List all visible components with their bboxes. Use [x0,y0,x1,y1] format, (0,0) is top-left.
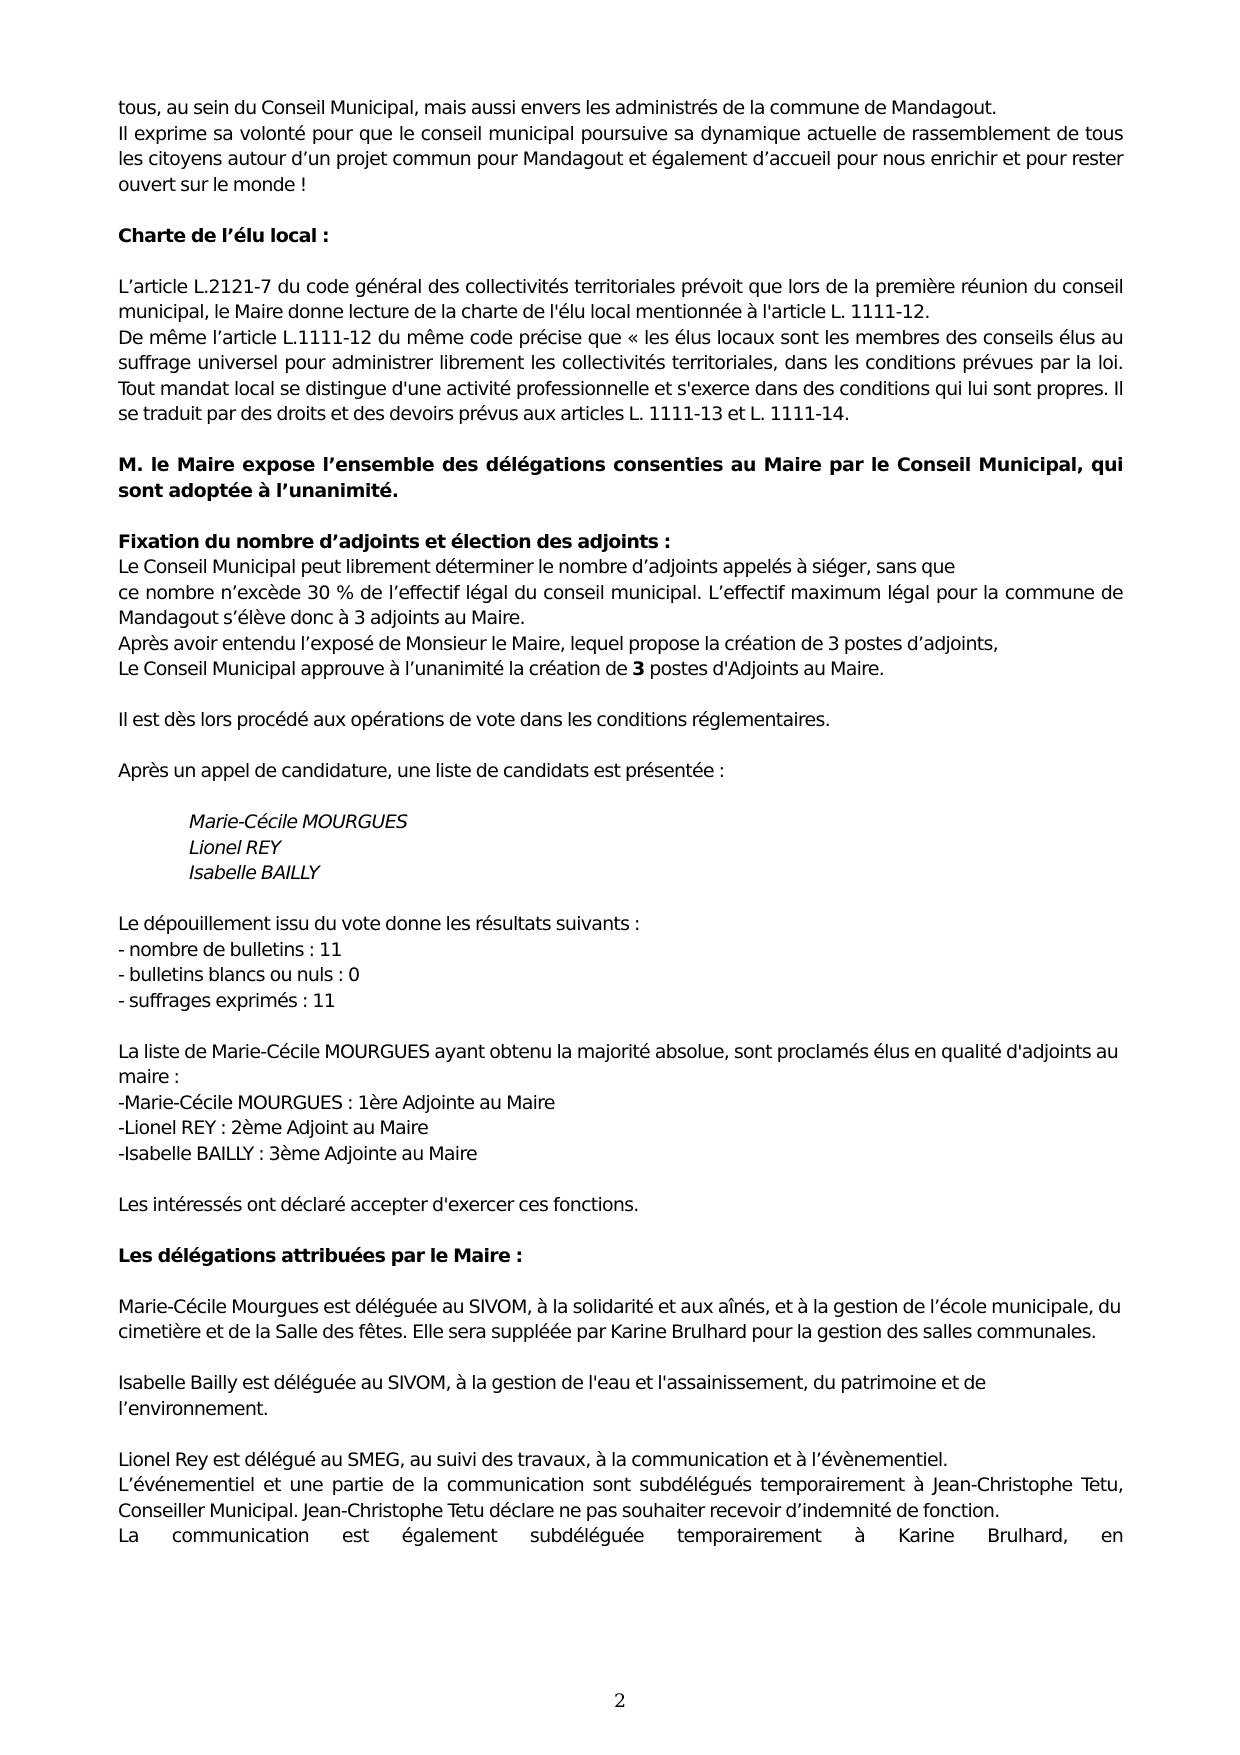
candidate-item: Marie-Cécile MOURGUES [189,811,408,833]
delegation-bailly: Isabelle Bailly est déléguée au SIVOM, à la gestion de l'eau et l'assainissement, du patrimoine et de l’environnement. [118,1372,986,1420]
delegation-rey-subdelegation: L’événementiel et une partie de la communication sont subdélégués temporairement à Jean-Christophe Tetu, Conseiller Municipal. Jean-Christophe Tetu déclare ne pas souhaiter recevoir d’indemnité de fonction. [118,1474,1123,1522]
acceptance-statement: Les intéressés ont déclaré accepter d'exercer ces fonctions. [118,1193,639,1216]
adjoints-line-1: Le Conseil Municipal peut librement déterminer le nombre d’adjoints appelés à siéger, sans que [118,556,955,578]
delegation-rey: Lionel Rey est délégué au SMEG, au suivi des travaux, à la communication et à l’évènementiel. [118,1448,948,1471]
delegations-maire-heading: Les délégations attribuées par le Maire : [118,1244,523,1267]
document-page [118,96,1123,1550]
approval-count: 3 [632,658,645,680]
adjoints-proposal: Après avoir entendu l’exposé de Monsieur le Maire, lequel propose la création de 3 postes d’adjoints, [118,632,998,655]
elected-intro: La liste de Marie-Cécile MOURGUES ayant obtenu la majorité absolue, sont proclamés élus en qualité d'adjoints au maire : [118,1040,1118,1088]
delegations-statement: M. le Maire expose l’ensemble des délégations consenties au Maire par le Conseil Municipal, qui sont adoptée à l’unanimité. [118,454,1123,502]
page-number: 2 [613,1690,627,1712]
adjoints-para1-rest: ce nombre n’excède 30 % de l’effectif légal du conseil municipal. L’effectif maximum légal pour la commune de Mandagout s’élève donc à 3 adjoints au Maire. [118,581,1123,629]
candidate-list [118,810,1123,887]
approval-after: postes d'Adjoints au Maire. [644,658,884,680]
charte-heading: Charte de l’élu local : [118,224,329,247]
charte-paragraph-2: De même l’article L.1111-12 du même code précise que « les élus locaux sont les membres des conseils élus au suffrage universel pour administrer librement les collectivités territoriales, dans les conditions prévues par la loi. Tout mandat local se distingue d'une activité professionnelle et s'exerce dans des conditions qui lui sont propres. Il se traduit par des droits et des devoirs prévus aux articles L. 1111-13 et L. 1111-14. [118,326,1123,425]
intro-line-1: tous, au sein du Conseil Municipal, mais aussi envers les administrés de la commune de Mandagout. [118,97,997,119]
elected-item: -Lionel REY : 2ème Adjoint au Maire [118,1117,429,1139]
intro-paragraph [118,96,1123,198]
approval-before: Le Conseil Municipal approuve à l’unanimité la création de [118,658,633,680]
result-item: - suffrages exprimés : 11 [118,989,336,1012]
delegation-communication-subdelegation: La communication est également subdéléguée temporairement à Karine Brulhard, en [118,1525,1123,1547]
intro-rest: Il exprime sa volonté pour que le conseil municipal poursuive sa dynamique actuelle de rassemblement de tous les citoyens autour d’un projet commun pour Mandagout et également d’accueil pour nous enrichir et pour rester ouvert sur le monde ! [118,122,1123,196]
elected-item: -Marie-Cécile MOURGUES : 1ère Adjointe au Maire [118,1091,555,1114]
candidate-item: Lionel REY [189,836,281,859]
adjoints-paragraph-2 [118,632,1123,683]
candidature-intro: Après un appel de candidature, une liste de candidats est présentée : [118,760,725,782]
results-intro: Le dépouillement issu du vote donne les résultats suivants : [118,913,640,935]
candidate-item: Isabelle BAILLY [189,862,320,884]
result-item: - nombre de bulletins : 11 [118,938,342,961]
adjoints-heading: Fixation du nombre d’adjoints et élection des adjoints : [118,530,671,553]
elected-item: -Isabelle BAILLY : 3ème Adjointe au Maire [118,1142,477,1165]
elected-section [118,1040,1123,1168]
charte-paragraph-1: L’article L.2121-7 du code général des collectivités territoriales prévoit que lors de la première réunion du conseil municipal, le Maire donne lecture de la charte de l'élu local mentionnée à l'article L. 1111-12. [118,275,1123,323]
vote-results [118,912,1123,1014]
vote-procedure: Il est dès lors procédé aux opérations de vote dans les conditions réglementaires. [118,709,830,731]
result-item: - bulletins blancs ou nuls : 0 [118,964,360,986]
delegation-mourgues: Marie-Cécile Mourgues est déléguée au SIVOM, à la solidarité et aux aînés, et à la gestion de l’école municipale, du cimetière et de la Salle des fêtes. Elle sera suppléée par Karine Brulhard pour la gestion des salles communales. [118,1295,1121,1343]
adjoints-paragraph-1 [118,555,1123,632]
